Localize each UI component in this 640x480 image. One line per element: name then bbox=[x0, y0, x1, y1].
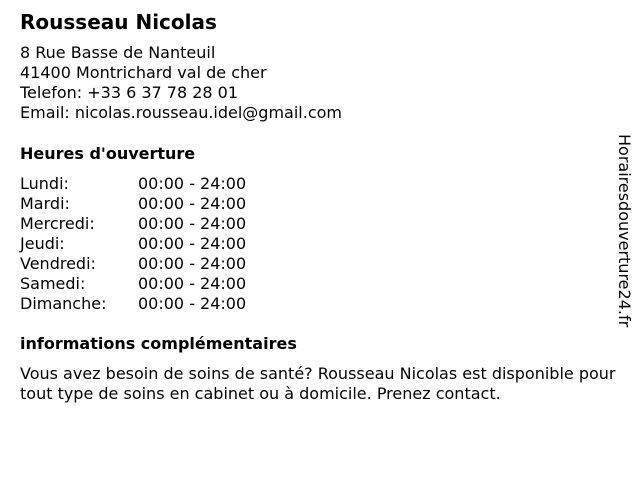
additional-info-text: Vous avez besoin de soins de santé? Rousseau Nicolas est disponible pour tout type de soins en cabinet ou à domicile. Prenez contact. bbox=[20, 364, 616, 403]
hours-row-monday bbox=[20, 174, 246, 194]
opening-hours-heading: Heures d'ouverture bbox=[20, 144, 196, 163]
day-label: Jeudi: bbox=[20, 234, 65, 253]
hours-row-saturday bbox=[20, 274, 246, 294]
time-range: 00:00 - 24:00 bbox=[138, 214, 247, 233]
business-name: Rousseau Nicolas bbox=[20, 10, 217, 34]
time-range: 00:00 - 24:00 bbox=[138, 254, 247, 273]
hours-row-tuesday bbox=[20, 194, 246, 214]
email-address: Email: nicolas.rousseau.idel@gmail.com bbox=[20, 103, 342, 122]
hours-row-wednesday bbox=[20, 214, 246, 234]
day-label: Samedi: bbox=[20, 274, 86, 293]
day-label: Mercredi: bbox=[20, 214, 95, 233]
time-range: 00:00 - 24:00 bbox=[138, 174, 247, 193]
time-range: 00:00 - 24:00 bbox=[138, 294, 247, 313]
time-range: 00:00 - 24:00 bbox=[138, 234, 247, 253]
time-range: 00:00 - 24:00 bbox=[138, 194, 247, 213]
street-address: 8 Rue Basse de Nanteuil bbox=[20, 43, 216, 62]
phone-number: Telefon: +33 6 37 78 28 01 bbox=[20, 83, 239, 102]
day-label: Mardi: bbox=[20, 194, 70, 213]
day-label: Vendredi: bbox=[20, 254, 96, 273]
time-range: 00:00 - 24:00 bbox=[138, 274, 247, 293]
additional-info-heading: informations complémentaires bbox=[20, 334, 297, 353]
day-label: Dimanche: bbox=[20, 294, 107, 313]
contact-block bbox=[20, 43, 342, 123]
site-brand-label: Horairesdouverture24.fr bbox=[615, 134, 634, 328]
hours-row-friday bbox=[20, 254, 246, 274]
day-label: Lundi: bbox=[20, 174, 69, 193]
hours-row-thursday bbox=[20, 234, 246, 254]
city-address: 41400 Montrichard val de cher bbox=[20, 63, 267, 82]
hours-row-sunday bbox=[20, 294, 246, 314]
opening-hours-table bbox=[20, 174, 246, 314]
